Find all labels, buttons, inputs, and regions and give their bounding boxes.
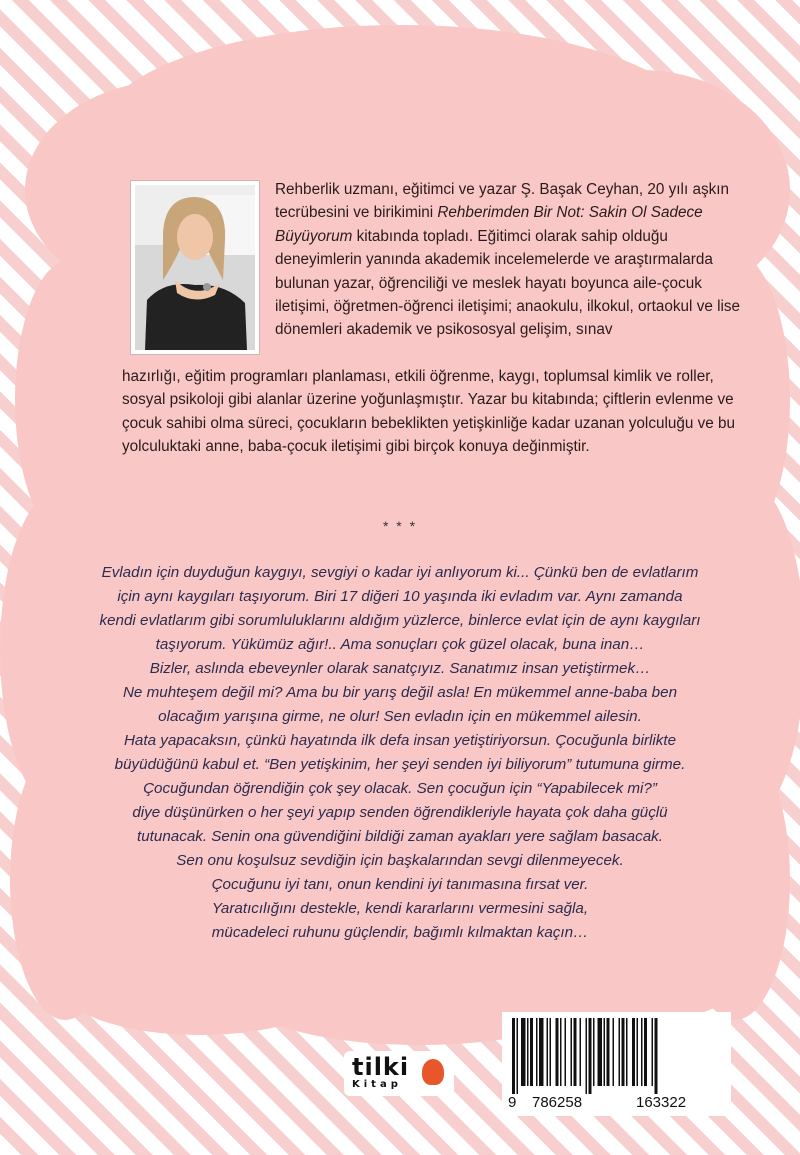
author-bio-continuation: hazırlığı, eğitim programları planlaması, etkili öğrenme, kaygı, toplumsal kimlik ve roller, sosyal psikoloji gibi alanlar üzerine yoğunlaşmıştır. Yazar bu kitabında; çiftlerin evlenme ve çocuk sahibi olma süreci, çocukların bebeklikten yetişkinliğe kadar uzanan yolculuğu ve bu yolculuktaki anne, baba-çocuk iletişimi gibi birçok konuya değinmiştir.: [122, 368, 736, 456]
barcode-bar: [571, 1018, 573, 1086]
barcode-bar: [589, 1018, 592, 1094]
publisher-brand: tilki: [352, 1053, 410, 1081]
barcode-bar: [536, 1018, 538, 1086]
excerpt-line: büyüdüğünü kabul et. “Ben yetişkinim, her şeyi senden iyi biliyorum” tutumuna girme.: [114, 756, 686, 773]
publisher-sub: Kitap: [352, 1079, 402, 1090]
barcode-bar: [512, 1018, 515, 1094]
barcode-bar: [521, 1018, 526, 1086]
isbn-barcode: [502, 1012, 731, 1116]
bio-intro-continued: kitabında topladı. Eğitimci olarak sahip olduğu deneyimlerin yanında akademik incelemelerde ve araştırmalarda bulunan yazar, öğrenciliği ve meslek hayatı boyunca aile-çocuk iletişimi, öğretmen-öğrenci iletişimi; anaokulu, ilkokul, ortaokul ve lise dönemleri akademik ve psikososyal gelişim, sınav: [275, 227, 741, 339]
barcode-bar: [517, 1018, 519, 1094]
excerpt-line: Bizler, aslında ebeveynler olarak sanatçıyız. Sanatımız insan yetiştirmek…: [149, 660, 651, 677]
fox-icon: [422, 1059, 444, 1085]
barcode-bar: [622, 1018, 625, 1086]
barcode-digit-first: 9: [508, 1094, 517, 1111]
barcode-bar: [641, 1018, 643, 1086]
excerpt-line: Evladın için duyduğun kaygıyı, sevgiyi o kadar iyi anlıyorum ki... Çünkü ben de evlatlarım: [101, 564, 699, 581]
excerpt-line: için aynı kaygıları taşıyorum. Biri 17 diğeri 10 yaşında iki evladım var. Aynı zamanda: [117, 588, 683, 605]
barcode-bar: [556, 1018, 559, 1086]
barcode-group-right: 163322: [636, 1094, 687, 1111]
excerpt-line: kendi evlatlarım gibi sorumluluklarını aldığım yüzlerce, binlerce evlat için de aynı kaygıları: [99, 612, 701, 629]
book-excerpt: [60, 561, 740, 945]
barcode-group-left: 786258: [532, 1094, 583, 1111]
publisher-logo: [344, 1051, 454, 1096]
author-photo: [130, 180, 260, 355]
barcode-bar: [547, 1018, 549, 1086]
excerpt-line: taşıyorum. Yükümüz ağır!.. Ama sonuçları çok güzel olacak, buna inan…: [155, 636, 645, 653]
barcode-bar: [607, 1018, 610, 1086]
barcode-bar: [560, 1018, 562, 1086]
excerpt-line: Sen onu koşulsuz sevdiğin için başkalarından sevgi dilenmeyecek.: [176, 852, 624, 869]
barcode-bar: [613, 1018, 615, 1086]
author-portrait-image: [135, 185, 255, 350]
bio-intro-text: Rehberlik uzmanı, eğitimci ve yazar Ş. Başak Ceyhan, 20 yılı aşkın tecrübesini ve birikimini: [275, 181, 730, 222]
barcode-bar: [632, 1018, 635, 1086]
barcode-bar: [565, 1018, 567, 1086]
excerpt-line: mücadeleci ruhunu güçlendir, bağımlı kılmaktan kaçın…: [211, 924, 589, 941]
excerpt-line: Hata yapacaksın, çünkü hayatında ilk defa insan yetiştiriyorsun. Çocuğunla birlikte: [123, 732, 677, 749]
barcode-bar: [655, 1018, 658, 1094]
barcode-bar: [530, 1018, 533, 1086]
excerpt-line: diye düşünürken o her şeyi yapıp senden öğrendikleriyle hayata çok daha güçlü: [132, 804, 668, 821]
barcode-bar: [593, 1018, 595, 1086]
barcode-bar: [586, 1018, 588, 1094]
author-bio-paragraph: [275, 178, 745, 342]
barcode-bar: [619, 1018, 621, 1086]
barcode-bars: [512, 1018, 721, 1094]
excerpt-line: tutunacak. Senin ona güvendiğini bildiği zaman ayakları yere sağlam basacak.: [137, 828, 663, 845]
excerpt-line: Çocuğunu iyi tanı, onun kendini iyi tanımasına fırsat ver.: [211, 876, 589, 893]
barcode-bar: [598, 1018, 603, 1086]
barcode-bar: [644, 1018, 647, 1086]
barcode-bar: [580, 1018, 582, 1086]
barcode-bar: [604, 1018, 606, 1086]
excerpt-line: Ne muhteşem değil mi? Ama bu bir yarış değil asla! En mükemmel anne-baba ben: [122, 684, 678, 701]
excerpt-line: Yaratıcılığını destekle, kendi kararlarını vermesini sağla,: [211, 900, 589, 917]
barcode-bar: [652, 1018, 654, 1086]
section-separator: * * *: [382, 518, 418, 534]
barcode-bar: [626, 1018, 628, 1086]
barcode-bar: [637, 1018, 639, 1086]
barcode-bar: [539, 1018, 544, 1086]
book-title: Rehberimden Bir Not: Sakin Ol Sadece Büyüyorum: [275, 204, 703, 245]
barcode-bar: [527, 1018, 529, 1086]
barcode-bar: [550, 1018, 552, 1086]
excerpt-line: olacağım yarışına girme, ne olur! Sen evladın için en mükemmel ailesin.: [158, 708, 642, 725]
excerpt-line: Çocuğundan öğrendiğin çok şey olacak. Sen çocuğun için “Yapabilecek mi?”: [143, 780, 657, 797]
barcode-bar: [574, 1018, 577, 1086]
